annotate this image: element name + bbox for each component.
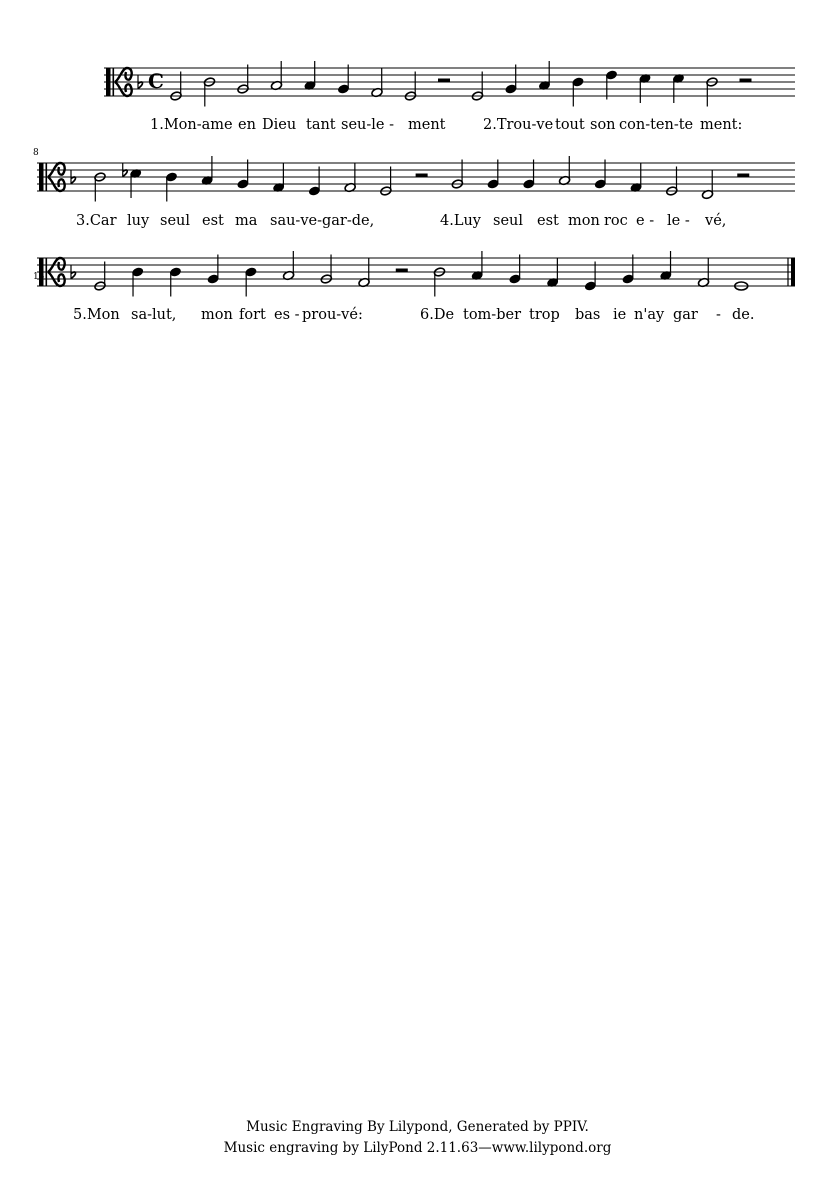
half-rest — [396, 269, 408, 273]
half-note — [380, 167, 392, 197]
quarter-note — [605, 70, 617, 100]
quarter-note — [207, 255, 219, 285]
half-note — [558, 156, 570, 186]
quarter-note — [237, 160, 249, 190]
quarter-note — [201, 156, 213, 186]
half-note — [358, 258, 370, 288]
lyric-syllable: bas — [575, 307, 601, 323]
quarter-note — [123, 163, 142, 199]
quarter-note — [523, 160, 535, 190]
lyric-syllable: ie — [613, 307, 627, 323]
lyric-syllable: son — [590, 117, 616, 133]
lyric-syllable: en — [238, 117, 256, 133]
measure-number: 8 — [33, 148, 39, 158]
lyric-syllable: sa-lut, — [131, 307, 177, 323]
lyric-syllable: ment — [408, 117, 446, 133]
half-rest — [737, 174, 749, 178]
measure-number: 15 — [33, 272, 45, 282]
lyric-syllable: est — [202, 213, 224, 229]
lyric-syllable: e - — [636, 213, 655, 229]
lyric-syllable: 3.Car — [76, 213, 117, 229]
lyric-syllable: Dieu — [262, 117, 297, 133]
lyric-syllable: est — [537, 213, 559, 229]
quarter-note — [594, 160, 606, 190]
lyric-syllable: con-ten-te — [619, 117, 694, 133]
lyric-syllable: es - — [274, 307, 300, 323]
half-rest — [416, 174, 428, 178]
lyric-syllable: 6.De — [420, 307, 455, 323]
lyric-syllable: n'ay — [634, 307, 665, 323]
half-note — [706, 77, 718, 107]
lyric-syllable: tom-ber — [463, 307, 521, 323]
lyric-syllable: seu-le - — [341, 117, 394, 133]
half-note — [433, 267, 445, 297]
quarter-note — [471, 251, 483, 281]
half-note — [170, 72, 182, 102]
quarter-note — [308, 167, 320, 197]
lyric-syllable: luy — [127, 213, 150, 229]
half-note — [666, 167, 678, 197]
lyric-syllable: sau-ve-gar-de, — [270, 213, 375, 229]
half-note — [270, 61, 282, 91]
quarter-note — [639, 73, 651, 103]
lyric-syllable: ment: — [700, 117, 743, 133]
half-note — [451, 160, 463, 190]
lyric-syllable: mon — [201, 307, 233, 323]
half-rest — [740, 79, 752, 83]
half-note — [371, 68, 383, 98]
quarter-note — [672, 73, 684, 103]
lyric-syllable: seul — [160, 213, 190, 229]
footer-credit-line: Music Engraving By Lilypond, Generated by PPIV. — [246, 1119, 589, 1135]
quarter-note — [630, 163, 642, 193]
quarter-note — [245, 267, 257, 297]
footer-version-line: Music engraving by LilyPond 2.11.63—www.lilypond.org — [223, 1140, 612, 1156]
half-note — [404, 72, 416, 102]
clef-thin-bar — [46, 258, 48, 287]
staff-system-3 — [33, 251, 795, 323]
lyric-syllable: - — [716, 307, 721, 323]
clef-thick-bar — [39, 163, 44, 192]
lyric-syllable: tant — [306, 117, 336, 133]
quarter-note — [660, 251, 672, 281]
half-note — [697, 258, 709, 288]
half-rest — [438, 79, 450, 83]
quarter-note — [132, 267, 144, 297]
lyric-syllable: mon — [568, 213, 600, 229]
time-signature: C — [148, 69, 164, 93]
quarter-note — [505, 65, 517, 95]
quarter-note — [547, 258, 559, 288]
half-note — [320, 255, 332, 285]
key-signature-flat — [138, 75, 143, 89]
half-note — [471, 72, 483, 102]
lyric-syllable: roc — [604, 213, 628, 229]
clef-thin-bar — [46, 163, 48, 192]
quarter-note — [538, 61, 550, 91]
half-note — [203, 77, 215, 107]
quarter-note — [165, 172, 177, 202]
quarter-note — [584, 262, 596, 292]
lyric-syllable: seul — [493, 213, 523, 229]
staff-system-2 — [33, 148, 795, 229]
quarter-note — [622, 255, 634, 285]
key-signature-flat — [71, 265, 76, 279]
quarter-note — [487, 160, 499, 190]
lyric-syllable: le - — [667, 213, 690, 229]
lyric-syllable: vé, — [705, 213, 727, 229]
quarter-note — [304, 61, 316, 91]
quarter-note — [273, 163, 285, 193]
lyric-syllable: gar — [673, 307, 698, 323]
quarter-note — [337, 65, 349, 95]
lyric-syllable: tout — [555, 117, 585, 133]
half-note — [94, 172, 106, 202]
flat-accidental — [123, 163, 128, 177]
quarter-note — [572, 77, 584, 107]
lyric-syllable: 1.Mon-ame — [150, 117, 233, 133]
lyric-syllable: fort — [239, 307, 266, 323]
lyric-syllable: 5.Mon — [73, 307, 120, 323]
clef-thin-bar — [113, 68, 115, 97]
half-note — [344, 163, 356, 193]
lyric-syllable: 2.Trou-ve — [483, 117, 554, 133]
lyric-syllable: trop — [529, 307, 560, 323]
half-note — [282, 251, 294, 281]
lyric-syllable: ma — [235, 213, 258, 229]
half-note — [237, 65, 249, 95]
lyric-syllable: prou-vé: — [302, 307, 363, 323]
quarter-note — [509, 255, 521, 285]
staff-system-1 — [104, 61, 795, 133]
half-note — [94, 262, 106, 292]
lyric-syllable: 4.Luy — [440, 213, 481, 229]
final-barline-thick — [791, 258, 795, 286]
quarter-note — [169, 267, 181, 297]
lyric-syllable: de. — [732, 307, 755, 323]
key-signature-flat — [71, 170, 76, 184]
clef-thick-bar — [106, 68, 111, 97]
half-note — [701, 170, 713, 200]
